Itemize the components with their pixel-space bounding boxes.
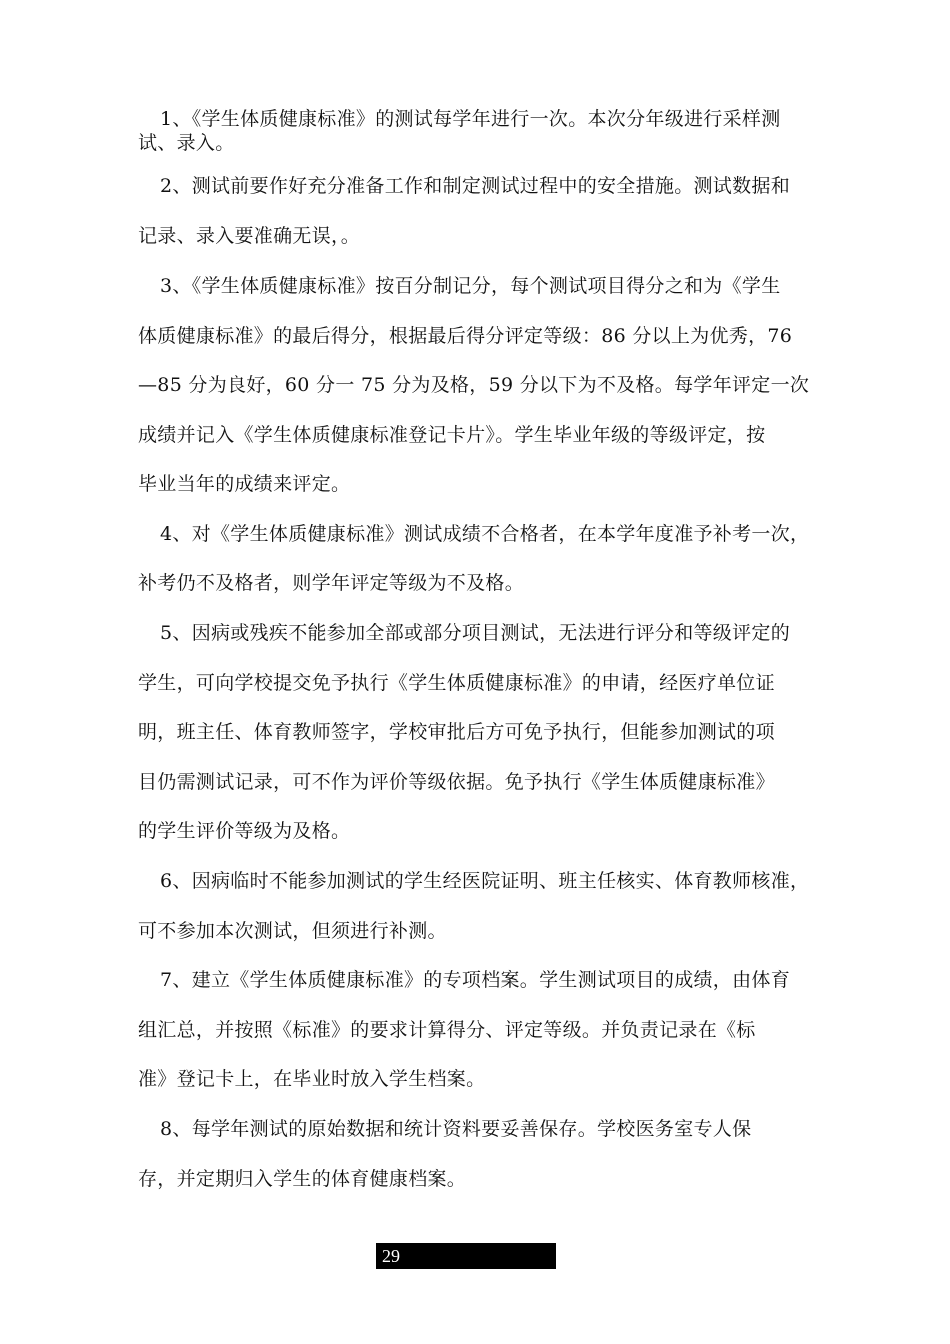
paragraph-3-line-4: 成绩并记入《学生体质健康标准登记卡片》。学生毕业年级的等级评定，按 [138,424,766,446]
paragraph-7-line-1: 7、建立《学生体质健康标准》的专项档案。学生测试项目的成绩，由体育 [160,969,790,991]
paragraph-5-line-4: 目仍需测试记录，可不作为评价等级依据。免予执行《学生体质健康标准》 [138,771,775,793]
paragraph-5-line-2: 学生，可向学校提交免予执行《学生体质健康标准》的申请，经医疗单位证 [138,672,775,694]
paragraph-3-line-5: 毕业当年的成绩来评定。 [138,473,351,495]
paragraph-5-line-5: 的学生评价等级为及格。 [138,820,351,842]
paragraph-1-line-1: 1、《学生体质健康标准》的测试每学年进行一次。本次分年级进行采样测 [160,108,781,130]
paragraph-6-line-2: 可不参加本次测试，但须进行补测。 [138,920,447,942]
paragraph-2-line-1: 2、测试前要作好充分准备工作和制定测试过程中的安全措施。测试数据和 [160,175,790,197]
paragraph-6-line-1: 6、因病临时不能参加测试的学生经医院证明、班主任核实、体育教师核准， [160,870,810,892]
paragraph-4-line-2: 补考仍不及格者，则学年评定等级为不及格。 [138,572,525,594]
paragraph-2-line-2: 记录、录入要准确无误，。 [138,225,361,247]
paragraph-8-line-2: 存，并定期归入学生的体育健康档案。 [138,1168,467,1190]
paragraph-7-line-2: 组汇总，并按照《标准》的要求计算得分、评定等级。并负责记录在《标 [138,1019,756,1041]
paragraph-3-line-1: 3、《学生体质健康标准》按百分制记分，每个测试项目得分之和为《学生 [160,275,781,297]
page-footer-bar [376,1243,556,1269]
page-number: 29 [382,1246,400,1266]
paragraph-7-line-3: 准》登记卡上，在毕业时放入学生档案。 [138,1068,486,1090]
paragraph-3-line-2: 体质健康标准》的最后得分，根据最后得分评定等级：86 分以上为优秀，76 [138,325,793,347]
paragraph-1-line-2: 试、录入。 [138,132,235,154]
paragraph-3-line-3: —85 分为良好，60 分一 75 分为及格，59 分以下为不及格。每学年评定一次 [138,374,810,396]
paragraph-8-line-1: 8、每学年测试的原始数据和统计资料要妥善保存。学校医务室专人保 [160,1118,752,1140]
paragraph-5-line-3: 明，班主任、体育教师签字，学校审批后方可免予执行，但能参加测试的项 [138,721,775,743]
paragraph-5-line-1: 5、因病或残疾不能参加全部或部分项目测试，无法进行评分和等级评定的 [160,622,790,644]
paragraph-4-line-1: 4、对《学生体质健康标准》测试成绩不合格者，在本学年度准予补考一次， [160,523,810,545]
